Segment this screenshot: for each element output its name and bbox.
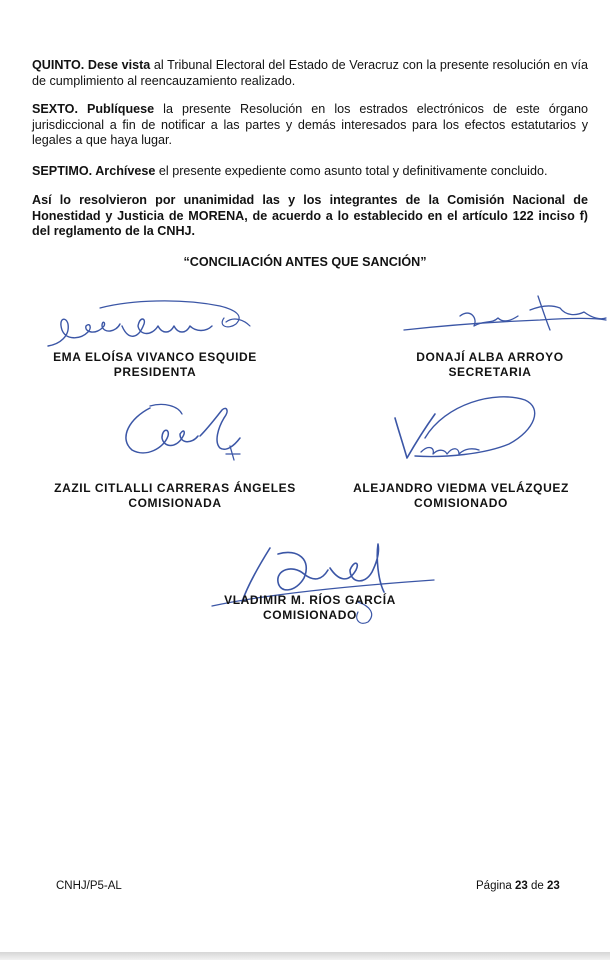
page-total: 23: [547, 880, 560, 892]
signature-scribble-zazil-carreras: [110, 398, 260, 464]
signatory-role: PRESIDENTA: [113, 365, 197, 379]
page-edge-shadow: [0, 952, 610, 960]
signature-scribble-alejandro-viedma: [385, 388, 545, 474]
signatory-role: SECRETARIA: [448, 365, 532, 379]
signatory-name: ZAZIL CITLALLI CARRERAS ÁNGELES: [54, 481, 296, 495]
signatory-block-2: [380, 350, 600, 380]
motto: “CONCILIACIÓN ANTES QUE SANCIÓN”: [183, 255, 427, 269]
paragraph-septimo: [32, 164, 588, 180]
page-label: Página: [476, 880, 512, 892]
signatory-role: COMISIONADA: [128, 496, 222, 510]
signatory-name: DONAJÍ ALBA ARROYO: [416, 350, 564, 364]
footer-doc-code: CNHJ/P5-AL: [56, 880, 122, 892]
signatory-block-3: [25, 481, 325, 511]
signatory-block-1: [25, 350, 285, 380]
page-of: de: [531, 880, 544, 892]
paragraph-text: el presente expediente como asunto total y definitivamente concluido.: [155, 164, 548, 178]
page-current: 23: [515, 880, 528, 892]
signatory-role: COMISIONADO: [263, 608, 357, 622]
signatory-role: COMISIONADO: [414, 496, 508, 510]
signature-scribble-ema-vivanco: [40, 296, 260, 354]
signatory-block-4: [316, 481, 606, 511]
signatory-block-5: [170, 593, 450, 623]
paragraph-quinto: [32, 58, 588, 89]
paragraph-label: SEPTIMO. Archívese: [32, 164, 156, 178]
paragraph-label: QUINTO. Dese vista: [32, 58, 151, 72]
signatory-name: EMA ELOÍSA VIVANCO ESQUIDE: [53, 350, 257, 364]
signature-scribble-donaji-alba: [400, 290, 608, 340]
paragraph-label: SEXTO. Publíquese: [32, 102, 155, 116]
paragraph-text: la presente Resolución en los estrados electrónicos de este órgano jurisdiccional a fin de notificar a las partes y demás interesados para los efectos estatutarios y legales a que haya lugar.: [32, 102, 588, 147]
signatory-name: ALEJANDRO VIEDMA VELÁZQUEZ: [353, 481, 569, 495]
paragraph-text: al Tribunal Electoral del Estado de Veracruz con la presente resolución en vía de cumplimiento al reencauzamiento realizado.: [32, 58, 588, 88]
paragraph-sexto: [32, 102, 588, 149]
footer-page-number: [476, 880, 560, 892]
signatory-name: VLADIMIR M. RÍOS GARCÍA: [224, 593, 396, 607]
closing-paragraph: Así lo resolvieron por unanimidad las y los integrantes de la Comisión Nacional de Honestidad y Justicia de MORENA, de acuerdo a lo establecido en el artículo 122 inciso f) del reglamento de la CNHJ.: [32, 193, 588, 238]
